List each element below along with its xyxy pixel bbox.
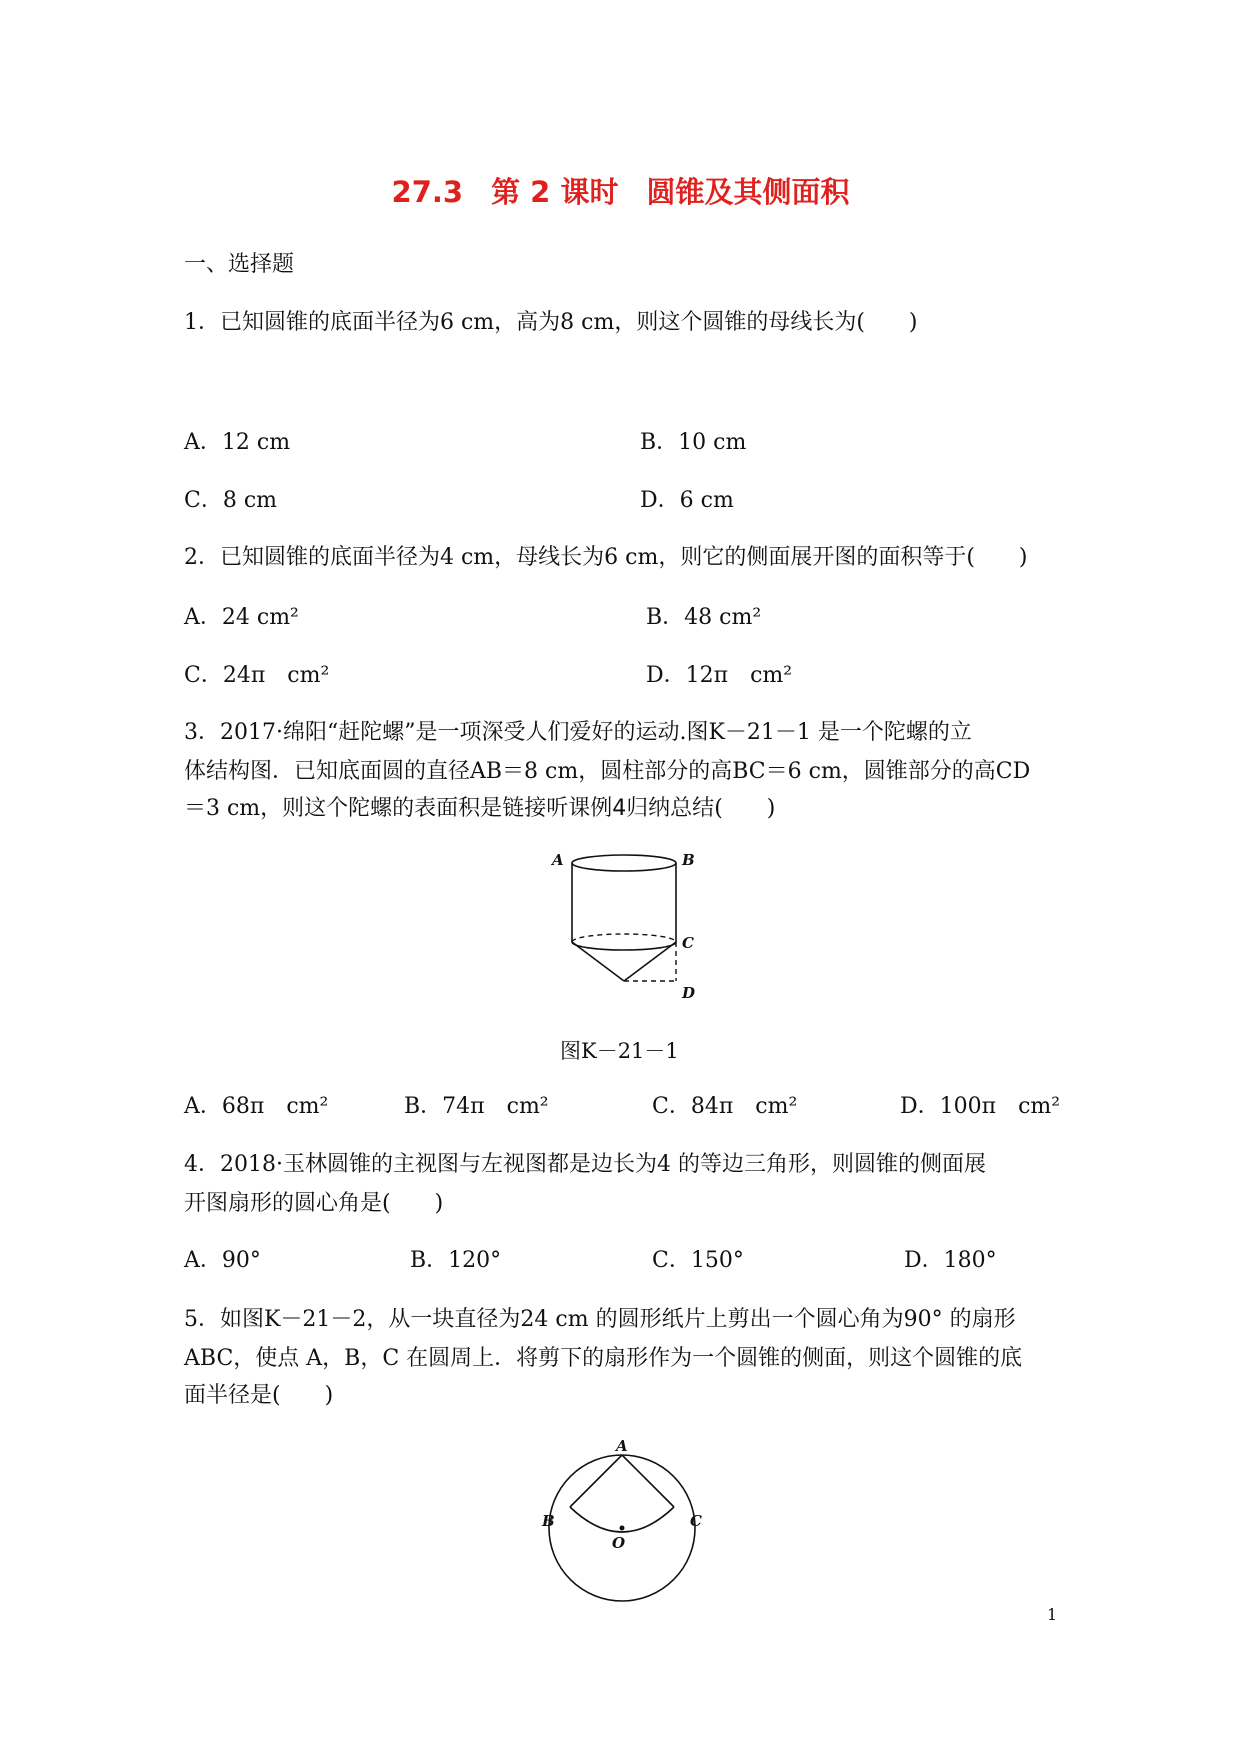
- title-lesson: 第 2 课时: [491, 175, 619, 209]
- label-b: B: [542, 1512, 555, 1530]
- q4-option-d: D．180°: [904, 1248, 997, 1273]
- q3-line-2: 体结构图．已知底面圆的直径AB＝8 cm，圆柱部分的高BC＝6 cm，圆锥部分的高CD: [184, 759, 1031, 784]
- q1-option-c: C．8 cm: [184, 488, 278, 513]
- q2-stem: 2．已知圆锥的底面半径为4 cm，母线长为6 cm，则它的侧面展开图的面积等于( ): [184, 545, 1028, 570]
- q3-option-a: A．68π cm²: [184, 1094, 329, 1119]
- label-d: D: [682, 984, 696, 1002]
- q1-option-a: A．12 cm: [184, 430, 291, 455]
- circle-sector-figure: [530, 1436, 720, 1606]
- q4-line-2: 开图扇形的圆心角是( ): [184, 1191, 444, 1216]
- q3-option-d: D．100π cm²: [900, 1094, 1061, 1119]
- q5-line-2: ABC，使点 A，B，C 在圆周上．将剪下的扇形作为一个圆锥的侧面，则这个圆锥的底: [184, 1346, 1023, 1371]
- q3-reference-link[interactable]: 链接听课例4归纳总结: [502, 796, 715, 821]
- q5-line-3: 面半径是( ): [184, 1383, 334, 1408]
- q2-option-b: B．48 cm²: [646, 605, 762, 630]
- q4-option-a: A．90°: [184, 1248, 261, 1273]
- label-a: A: [616, 1437, 628, 1455]
- q4-option-c: C．150°: [652, 1248, 744, 1273]
- title-number: 27.3: [391, 175, 464, 209]
- label-a: A: [552, 851, 564, 869]
- q1-option-b: B．10 cm: [640, 430, 747, 455]
- q1-stem: 1．已知圆锥的底面半径为6 cm，高为8 cm，则这个圆锥的母线长为( ): [184, 310, 918, 335]
- q3-answer-bracket: ( ): [714, 796, 776, 821]
- q2-option-d: D．12π cm²: [646, 663, 793, 688]
- figure-caption-k21-1: 图K－21－1: [560, 1039, 679, 1063]
- q5-line-1: 5．如图K－21－2，从一块直径为24 cm 的圆形纸片上剪出一个圆心角为90° 的扇形: [184, 1307, 1016, 1332]
- section-heading: 一、选择题: [184, 252, 295, 277]
- q4-line-1: 4．2018·玉林圆锥的主视图与左视图都是边长为4 的等边三角形，则圆锥的侧面展: [184, 1152, 986, 1177]
- label-c: C: [682, 934, 694, 952]
- q3-line-3: [184, 794, 775, 824]
- q1-option-d: D．6 cm: [640, 488, 734, 513]
- spinning-top-figure: [540, 848, 710, 1008]
- page-title: [0, 172, 1241, 212]
- q3-line-1: 3．2017·绵阳“赶陀螺”是一项深受人们爱好的运动.图K－21－1 是一个陀螺的立: [184, 720, 972, 745]
- q3-option-c: C．84π cm²: [652, 1094, 798, 1119]
- label-c: C: [690, 1512, 702, 1530]
- page-number: 1: [1047, 1605, 1058, 1624]
- q4-option-b: B．120°: [410, 1248, 502, 1273]
- q2-option-c: C．24π cm²: [184, 663, 330, 688]
- q3-option-b: B．74π cm²: [404, 1094, 549, 1119]
- label-b: B: [682, 851, 695, 869]
- title-topic: 圆锥及其侧面积: [646, 175, 850, 209]
- q3-line-3-text: ＝3 cm，则这个陀螺的表面积是: [184, 796, 503, 821]
- label-o: O: [612, 1534, 626, 1552]
- q2-option-a: A．24 cm²: [184, 605, 299, 630]
